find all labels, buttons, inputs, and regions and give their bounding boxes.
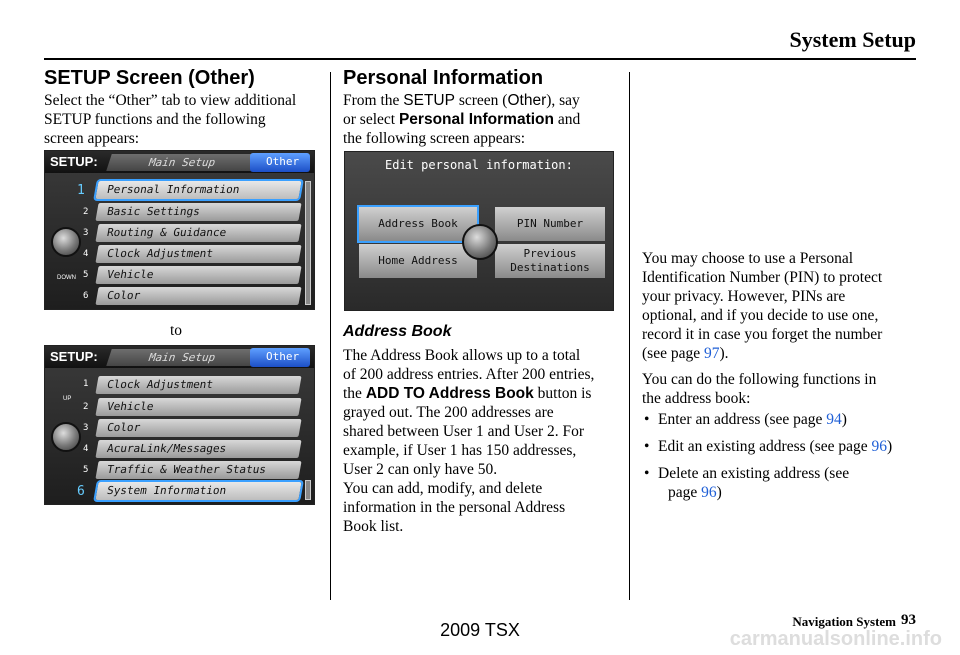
personal-information-intro: From the SETUP screen (Other), say or select Personal Information and the following screen appears:	[343, 92, 581, 147]
screen-header: SETUP:	[45, 346, 314, 368]
joystick-knob-icon	[462, 224, 498, 260]
menu-item-vehicle: Vehicle	[95, 398, 301, 416]
address-book-subheading: Address Book	[343, 323, 452, 340]
item-number: 3	[83, 423, 89, 433]
page-link-96[interactable]: 96	[871, 438, 887, 455]
to-label: to	[170, 322, 183, 339]
home-address-button: Home Address	[359, 244, 477, 278]
page-number: 93	[901, 612, 916, 628]
item-number: 5	[83, 270, 89, 280]
page-link-96[interactable]: 96	[701, 484, 717, 501]
item-number: 2	[83, 402, 89, 412]
setup-screen-other-page1	[44, 150, 315, 310]
pin-paragraph: You may choose to use a Personal Identification Number (PIN) to protect your privacy. However, PINs are optional, and if you decide to use one, record it in case you forget the number (see page 97).	[642, 250, 883, 362]
menu-item-basic-settings: Basic Settings	[95, 203, 301, 221]
menu-item-clock-adjustment: Clock Adjustment	[95, 376, 301, 394]
menu-item-personal-information: Personal Information	[95, 181, 301, 199]
list-item: • Delete an existing address (see page 96)	[642, 464, 942, 502]
setup-other-heading: SETUP Screen (Other)	[44, 67, 255, 89]
down-label: DOWN	[57, 275, 76, 281]
functions-intro: You can do the following functions in the address book:	[642, 371, 877, 407]
setup-other-intro: Select the “Other” tab to view additional SETUP functions and the following screen appears:	[44, 92, 297, 147]
footer-navigation-system: Navigation System	[792, 614, 896, 629]
menu-item-color: Color	[95, 287, 301, 305]
menu-item-system-information: System Information	[95, 482, 301, 500]
item-number: 1	[77, 183, 85, 198]
menu-item-acuralink-messages: AcuraLink/Messages	[95, 440, 301, 458]
menu-item-vehicle: Vehicle	[95, 266, 301, 284]
tab-other: Other	[250, 153, 310, 172]
item-number: 3	[83, 228, 89, 238]
item-number: 6	[83, 291, 89, 301]
item-number: 4	[83, 444, 89, 454]
page-link-94[interactable]: 94	[826, 411, 842, 428]
pin-number-button: PIN Number	[495, 207, 605, 241]
functions-list	[642, 410, 942, 510]
edit-personal-information-screen	[344, 151, 614, 311]
list-item: • Enter an address (see page 94)	[642, 410, 942, 429]
address-book-paragraph: The Address Book allows up to a total of 200 address entries. After 200 entries, the ADD TO Address Book button is grayed out. The 200 addresses are shared between User 1 and User 2. For example, if User 1 has 150 addresses, User 2 can only have 50. You can add, modify, and delete information in the personal Address Book list.	[343, 347, 595, 535]
list-item: • Edit an existing address (see page 96)	[642, 437, 942, 456]
up-label: UP	[63, 396, 72, 402]
personal-information-heading: Personal Information	[343, 67, 544, 89]
previous-destinations-button: Previous Destinations	[495, 244, 605, 278]
footer-model: 2009 TSX	[440, 620, 520, 640]
item-number: 6	[77, 484, 85, 499]
menu-item-clock-adjustment: Clock Adjustment	[95, 245, 301, 263]
setup-screen-other-page2	[44, 345, 315, 505]
item-number: 5	[83, 465, 89, 475]
title-rule	[44, 58, 916, 60]
menu-item-color: Color	[95, 419, 301, 437]
tab-main-setup: Main Setup	[106, 349, 262, 366]
watermark: carmanualsonline.info	[729, 628, 942, 650]
joystick-knob-icon	[51, 227, 81, 257]
tab-main-setup: Main Setup	[106, 154, 262, 171]
tab-other: Other	[250, 348, 310, 367]
page-title: System Setup	[789, 27, 916, 52]
menu-item-traffic-weather-status: Traffic & Weather Status	[95, 461, 301, 479]
column-divider-2	[629, 72, 630, 600]
page-link-97[interactable]: 97	[703, 345, 720, 362]
screen-header: SETUP:	[45, 151, 314, 173]
screen-title: Edit personal information:	[385, 158, 573, 172]
item-number: 4	[83, 249, 89, 259]
item-number: 2	[83, 207, 89, 217]
scrollbar	[305, 480, 311, 500]
joystick-knob-icon	[51, 422, 81, 452]
menu-item-routing-guidance: Routing & Guidance	[95, 224, 301, 242]
column-divider-1	[330, 72, 331, 600]
item-number: 1	[83, 379, 89, 389]
address-book-button: Address Book	[359, 207, 477, 241]
scrollbar	[305, 181, 311, 305]
